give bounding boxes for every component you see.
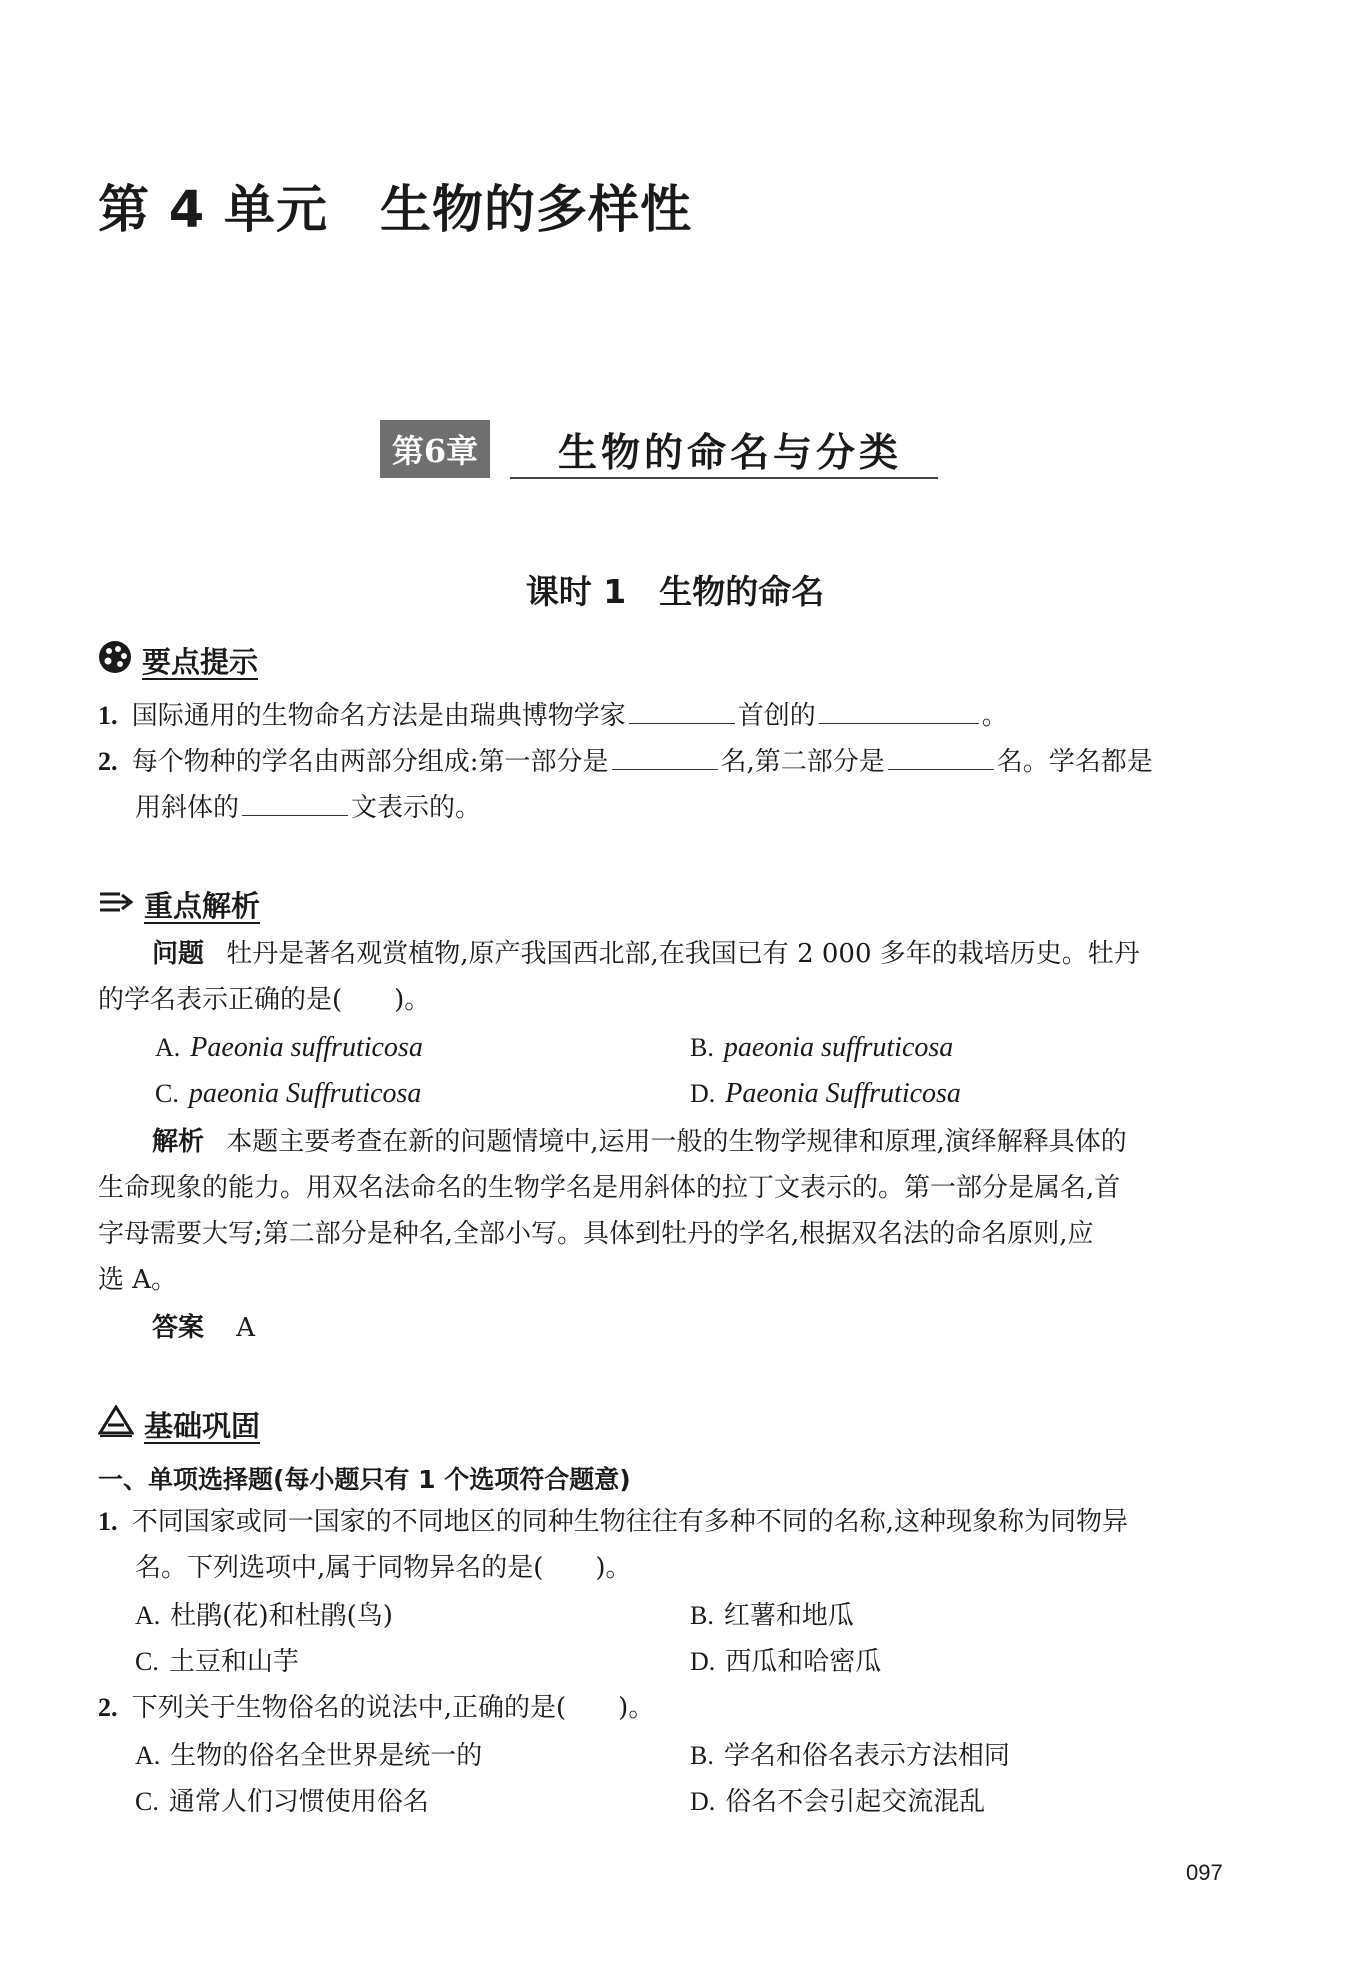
- analysis-text-line: 字母需要大写;第二部分是种名,全部小写。具体到牡丹的学名,根据双名法的命名原则,应: [98, 1219, 1094, 1249]
- analysis-text-line: 选 A。: [98, 1265, 178, 1295]
- question-1: 1. 不同国家或同一国家的不同地区的同种生物往往有多种不同的名称,这种现象称为同物异: [98, 1507, 1129, 1537]
- analysis-label: 解析: [152, 1127, 205, 1157]
- section-heading-label: 基础巩固: [144, 1409, 261, 1443]
- analysis-text-line: 生命现象的能力。用双名法命名的生物学名是用斜体的拉丁文表示的。第一部分是属名,首: [98, 1173, 1121, 1203]
- q2-option-d[interactable]: D. 俗名不会引起交流混乱: [690, 1787, 986, 1817]
- section-key-points-heading: [98, 640, 258, 681]
- section-heading-label: 重点解析: [144, 889, 261, 923]
- option-a[interactable]: A. Paeonia suffruticosa: [155, 1032, 423, 1063]
- answer-label: 答案: [152, 1313, 205, 1343]
- answer-line: [152, 1310, 255, 1346]
- q2-option-c[interactable]: C. 通常人们习惯使用俗名: [135, 1787, 429, 1817]
- lesson-title: 课时 1 生物的命名: [525, 572, 825, 611]
- unit-title: 第 4 单元 生物的多样性: [98, 181, 692, 240]
- answer-blank[interactable]: [242, 814, 348, 816]
- question-2: 2. 下列关于生物俗名的说法中,正确的是( )。: [98, 1693, 655, 1723]
- q1-option-c[interactable]: C. 土豆和山芋: [135, 1647, 299, 1677]
- question-label: 问题: [152, 939, 205, 969]
- key-point-item: 1. 国际通用的生物命名方法是由瑞典博物学家 首创的 。: [98, 701, 1008, 731]
- question-text-continued: 的学名表示正确的是( )。: [98, 985, 431, 1015]
- option-c[interactable]: C. paeonia Suffruticosa: [155, 1078, 422, 1109]
- subsection-title: 一、单项选择题(每小题只有 1 个选项符合题意): [98, 1465, 631, 1494]
- q1-option-d[interactable]: D. 西瓜和哈密瓜: [690, 1647, 882, 1677]
- section-heading-label: 要点提示: [142, 645, 259, 679]
- answer-blank[interactable]: [888, 768, 994, 770]
- option-d[interactable]: D. Paeonia Suffruticosa: [690, 1078, 961, 1109]
- key-point-item: 2. 每个物种的学名由两部分组成:第一部分是 名,第二部分是 名。学名都是: [98, 747, 1153, 777]
- section-consolidation-heading: [98, 1404, 260, 1445]
- analysis-text: 解析 本题主要考查在新的问题情境中,运用一般的生物学规律和原理,演绎解释具体的: [152, 1127, 1127, 1157]
- key-point-item-continued: 用斜体的 文表示的。: [135, 793, 482, 823]
- answer-blank[interactable]: [819, 722, 979, 724]
- page-number: 097: [1186, 1860, 1223, 1885]
- chapter-title: 生物的命名与分类: [558, 430, 903, 476]
- q1-option-b[interactable]: B. 红薯和地瓜: [690, 1601, 854, 1631]
- question-text: 问题 牡丹是著名观赏植物,原产我国西北部,在我国已有 2 000 多年的栽培历史。牡丹: [152, 939, 1140, 969]
- answer-blank[interactable]: [629, 722, 735, 724]
- chapter-title-rule: [510, 477, 938, 479]
- triangle-layers-icon: [98, 1405, 134, 1444]
- lines-arrow-icon: [98, 888, 134, 922]
- chapter-badge: 第6章: [380, 420, 490, 478]
- option-b[interactable]: B. paeonia suffruticosa: [690, 1032, 954, 1063]
- question-1-continued: 名。下列选项中,属于同物异名的是( )。: [135, 1553, 632, 1583]
- q2-option-a[interactable]: A. 生物的俗名全世界是统一的: [135, 1741, 483, 1771]
- answer-value: A: [236, 1313, 256, 1343]
- q1-option-a[interactable]: A. 杜鹃(花)和杜鹃(鸟): [135, 1601, 393, 1631]
- answer-blank[interactable]: [612, 768, 718, 770]
- palette-icon: [98, 640, 132, 681]
- q2-option-b[interactable]: B. 学名和俗名表示方法相同: [690, 1741, 1010, 1771]
- section-analysis-heading: [98, 884, 260, 925]
